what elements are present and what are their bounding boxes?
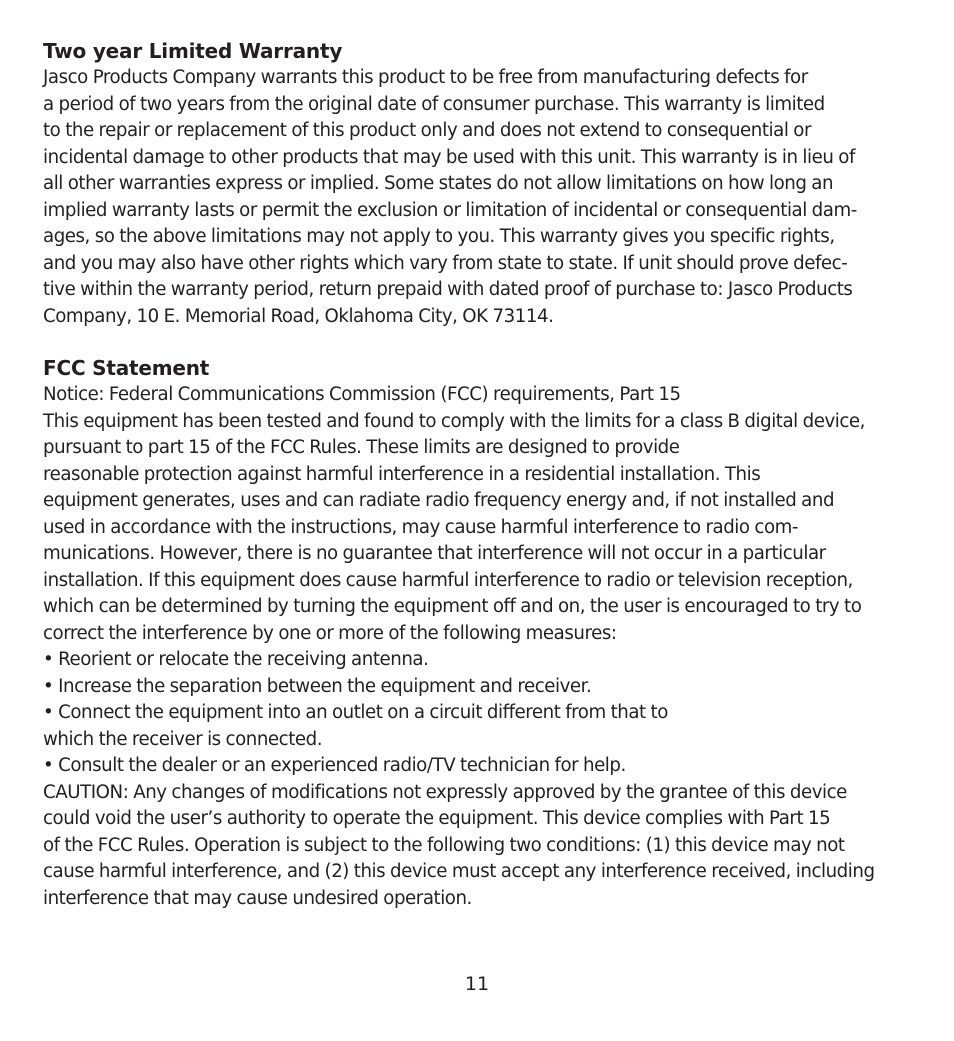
warranty-line: tive within the warranty period, return prepaid with dated proof of purchase to: Jasco Products <box>43 279 853 300</box>
fcc-line: pursuant to part 15 of the FCC Rules. These limits are designed to provide <box>43 437 680 458</box>
fcc-line: reasonable protection against harmful interference in a residential installation. This <box>43 463 761 485</box>
warranty-line: to the repair or replacement of this product only and does not extend to consequential or <box>43 120 811 141</box>
warranty-line: all other warranties express or implied. Some states do not allow limitations on how long an <box>43 173 834 194</box>
fcc-bullet-continuation: which the receiver is connected. <box>43 728 323 750</box>
warranty-line: and you may also have other rights which vary from state to state. If unit should prove defec- <box>43 252 848 274</box>
document-page <box>43 37 918 912</box>
fcc-bullet: • Reorient or relocate the receiving antenna. <box>43 649 429 670</box>
fcc-line: installation. If this equipment does cause harmful interference to radio or television reception, <box>43 569 853 591</box>
fcc-line: used in accordance with the instructions, may cause harmful interference to radio com- <box>43 516 799 538</box>
warranty-line: ages, so the above limitations may not apply to you. This warranty gives you specific rights, <box>43 226 835 247</box>
warranty-line: Company, 10 E. Memorial Road, Oklahoma City, OK 73114. <box>43 305 554 327</box>
warranty-line: incidental damage to other products that may be used with this unit. This warranty is in lieu of <box>43 146 855 168</box>
fcc-bullet: • Consult the dealer or an experienced radio/TV technician for help. <box>43 755 626 776</box>
fcc-bullet: • Connect the equipment into an outlet on a circuit different from that to <box>43 702 668 723</box>
warranty-body <box>43 65 918 330</box>
fcc-line: equipment generates, uses and can radiate radio frequency energy and, if not installed and <box>43 490 835 511</box>
warranty-line: Jasco Products Company warrants this product to be free from manufacturing defects for <box>43 67 808 88</box>
fcc-line: could void the user’s authority to operate the equipment. This device complies with Part 15 <box>43 808 831 829</box>
page-number: 11 <box>464 973 490 995</box>
fcc-line: cause harmful interference, and (2) this device must accept any interference received, including <box>43 861 875 882</box>
fcc-line: correct the interference by one or more of the following measures: <box>43 622 617 644</box>
fcc-line: Notice: Federal Communications Commission (FCC) requirements, Part 15 <box>43 384 681 405</box>
warranty-line: implied warranty lasts or permit the exclusion or limitation of incidental or consequential dam- <box>43 199 857 221</box>
fcc-line: This equipment has been tested and found to comply with the limits for a class B digital device, <box>43 410 865 432</box>
fcc-body <box>43 382 918 912</box>
warranty-heading: Two year Limited Warranty <box>43 39 343 63</box>
fcc-line: CAUTION: Any changes of modifications not expressly approved by the grantee of this device <box>43 781 847 803</box>
warranty-line: a period of two years from the original date of consumer purchase. This warranty is limited <box>43 93 825 115</box>
fcc-line: of the FCC Rules. Operation is subject to the following two conditions: (1) this device may not <box>43 834 845 856</box>
section-gap <box>43 330 918 354</box>
fcc-line: interference that may cause undesired operation. <box>43 887 472 909</box>
fcc-heading: FCC Statement <box>43 356 210 380</box>
fcc-bullet: • Increase the separation between the equipment and receiver. <box>43 675 592 697</box>
fcc-line: munications. However, there is no guarantee that interference will not occur in a particular <box>43 543 826 564</box>
fcc-line: which can be determined by turning the equipment off and on, the user is encouraged to try to <box>43 596 862 617</box>
